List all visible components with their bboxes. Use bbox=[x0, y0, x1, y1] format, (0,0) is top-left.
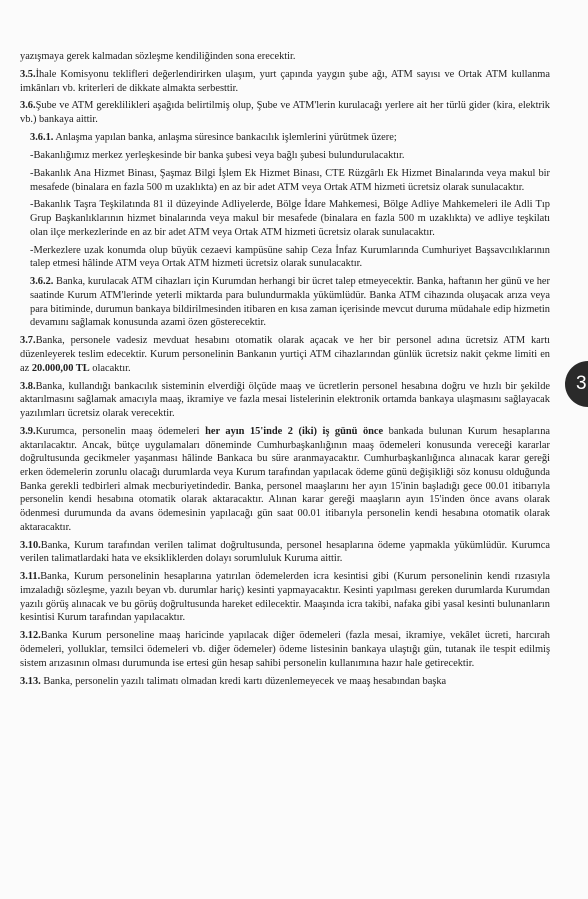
paragraph-text-tail: bankada bulunan Kurum hesaplarına aktarılacaktır. Ancak, bütçe uygulamaları döneminde Cumhurbaşkanlığının maaş ödemeleri konusunda vereceği kararlar doğrultusunda gecikmeler yaşanması hâlinde Bankaca bu süre aranmayacaktır. Cumhurbaşkanlığınca alınacak karar gereği erken ödemelerin zorunlu olacağı durumlarda veya Kurum tarafından yapılacak ödeme günü değişikliği söz konusu olduğunda Banka gerekli tedbirleri almak mecburiyetindedir. Banka, personel maaşlarını her ayın 15'inin başladığı gece 00.01 itibarıyla personelin kendi hesabına otomatik olarak aktaracaktır. Alınan karar gereği maaşların ayın 15'inden önce avans olarak ödenmesi durumunda da avans ödemesinin yapılacağı gün saat 00.01 itibarıyla personelin kendi hesabına otomatik olarak aktaracaktır. bbox=[20, 425, 551, 533]
document-body bbox=[20, 50, 550, 693]
paragraph-text: Banka, Kurum tarafından verilen talimat doğrultusunda, personel hesaplarına ödeme yapmakla yükümlüdür. Kurumca verilen talimatlardaki hata ve eksikliklerden dolayı sorumluluk Kuruma aittir. bbox=[20, 539, 550, 565]
paragraph-3-5 bbox=[20, 68, 550, 95]
paragraph-3-8 bbox=[20, 380, 550, 421]
paragraph-text: Banka, Kurum personelinin hesaplarına yatırılan ödemelerden icra kesintisi gibi (Kurum personelinin kendi rızasıyla imzaladığı sözleşme, yazılı beyan vb. durumlar hariç) kesinti yapmayacaktır. Kesinti yapılması gereken durumlarda Kurumdan yazılı görüş alınacak ve bu görüş doğrultusunda hareket edilecektir. Maaşında icra takibi, nafaka gibi yasal kesinti bulunanların kesintisi Kurum tarafından yapılacaktır. bbox=[20, 571, 550, 624]
paragraph-text: Banka, personelin yazılı talimatı olmadan kredi kartı düzenlemeyecek ve maaş hesabından başka bbox=[43, 675, 447, 687]
paragraph-text: Kurumca, personelin maaş ödemeleri bbox=[35, 425, 206, 437]
paragraph-3-13 bbox=[20, 675, 550, 689]
paragraph-number: 3.8. bbox=[20, 380, 36, 392]
paragraph-3-11 bbox=[20, 570, 550, 625]
bullet-cezaevi-atm bbox=[20, 244, 550, 271]
paragraph-bold-text: 20.000,00 TL bbox=[31, 362, 90, 374]
paragraph-3-6-1 bbox=[20, 131, 550, 145]
bullet-ana-hizmet-atm bbox=[20, 167, 550, 194]
paragraph-text: -Bakanlık Ana Hizmet Binası, Şaşmaz Bilgi İşlem Ek Hizmet Binası, CTE Rüzgârlı Ek Hizmet Binalarında veya makul bir mesafede (binalara en fazla 500 m uzaklıkta) en az bir adet ATM veya Ortak ATM hizmeti ücretsiz olarak sunulacaktır. bbox=[30, 167, 550, 193]
paragraph-text: Banka, personele vadesiz mevduat hesabını otomatik olarak açacak ve her bir personel adına ücretsiz ATM kartı düzenleyerek teslim edecektir. Kurum personelinin Bankanın yurtiçi ATM cihazlarından günlük ücretsiz nakit çekme limiti en az bbox=[20, 335, 550, 374]
paragraph-number: 3.12. bbox=[20, 630, 41, 642]
paragraph-text: Şube ve ATM gereklilikleri aşağıda belirtilmiş olup, Şube ve ATM'lerin kurulacağı yerlere ait her türlü gider (kira, elektrik vb.) bankaya aittir. bbox=[20, 100, 550, 126]
paragraph-3-10 bbox=[20, 539, 550, 566]
paragraph-text: -Merkezlere uzak konumda olup büyük cezaevi kampüsüne sahip Ceza İnfaz Kurumlarında Cumhuriyet Başsavcılıklarının talep etmesi hâlinde ATM veya Ortak ATM hizmeti ücretsiz olarak sunulacaktır. bbox=[30, 244, 550, 270]
paragraph-bold-text: her ayın 15'inde 2 (iki) iş günü önce bbox=[205, 425, 384, 437]
paragraph-number: 3.6. bbox=[20, 100, 36, 112]
paragraph-text: yazışmaya gerek kalmadan sözleşme kendiliğinden sona erecektir. bbox=[20, 51, 296, 62]
paragraph-text: Banka, kullandığı bankacılık sisteminin elverdiği ölçüde maaş ve ücretlerin personel hesabına doğru ve hızlı bir şekilde aktarılmasını sağlamak amacıyla maaş, ikramiye ve fazla mesai listelerinin elektronik ortamda bankaya ulaşmasını sağlayacak yazılımları ücretsiz olarak verecektir. bbox=[20, 380, 550, 420]
paragraph-text: -Bakanlığımız merkez yerleşkesinde bir banka şubesi veya bağlı şubesi bulundurulacaktır. bbox=[30, 149, 405, 161]
paragraph-3-12 bbox=[20, 629, 550, 670]
paragraph-3-6-2 bbox=[20, 275, 550, 330]
paragraph-text: Anlaşma yapılan banka, anlaşma süresince bankacılık işlemlerini yürütmek üzere; bbox=[55, 132, 397, 144]
paragraph-number: 3.10. bbox=[20, 539, 41, 551]
paragraph-3-9 bbox=[20, 425, 550, 535]
paragraph-3-6 bbox=[20, 99, 550, 126]
paragraph-number: 3.9. bbox=[20, 425, 36, 437]
paragraph-text: Banka Kurum personeline maaş haricinde yapılacak diğer ödemeleri (fazla mesai, ikramiye, vekâlet ücreti, harcırah ödemeleri, yolluklar, temsilci ödemeleri vb. diğer ödemeler) ödeme listesinin bankaya ulaştığı gün, tutanak ile tespit edilmiş sistem arızasının olması durumunda ise ertesi gün hesap sahibi personelin kullanımına hazır hale getirecektir. bbox=[20, 630, 550, 669]
page-number-badge[interactable]: 3 bbox=[565, 361, 588, 407]
paragraph-number: 3.6.1. bbox=[30, 132, 54, 144]
paragraph-text: İhale Komisyonu teklifleri değerlendirirken ulaşım, yurt çapında yaygın şube ağı, ATM sayısı ve Ortak ATM kullanma imkânları vb. kriterleri de dikkate almakta serbesttir. bbox=[20, 68, 550, 94]
paragraph-text: -Bakanlık Taşra Teşkilatında 81 il düzeyinde Adliyelerde, Bölge İdare Mahkemesi, Bölge Adliye Mahkemeleri ile Adli Tıp Grup Başkanlıklarının hizmet binalarında veya makul bir mesafede (binalara en fazla 500 m uzaklıkta) ve adliye teşkilatı olan ilçe merkezlerinde en az bir adet ATM veya Ortak ATM hizmeti ücretsiz olarak sunulacaktır. bbox=[30, 199, 550, 238]
bullet-tasra-atm bbox=[20, 198, 550, 239]
paragraph-number: 3.13. bbox=[20, 675, 41, 687]
paragraph-number: 3.7. bbox=[20, 335, 36, 347]
paragraph-number: 3.5. bbox=[20, 68, 36, 80]
bullet-merkez-sube bbox=[20, 149, 550, 163]
paragraph-text: Banka, kurulacak ATM cihazları için Kurumdan herhangi bir ücret talep etmeyecektir. Banka, haftanın her günü ve her saatinde Kurum ATM'lerinde yeterli miktarda para bulundurmakla yükümlüdür. Banka ATM cihazında oluşacak arıza veya para bitiminde, durumun bankaya bildirilmesinden itibaren en kısa zaman içerisinde mevcut duruma müdahale edip hizmetin devamını sağlamak konusunda azami özen gösterecektir. bbox=[30, 276, 550, 329]
paragraph-3-7 bbox=[20, 334, 550, 375]
paragraph-intro bbox=[20, 50, 550, 64]
paragraph-text-tail: olacaktır. bbox=[89, 362, 131, 374]
paragraph-number: 3.6.2. bbox=[30, 276, 54, 288]
paragraph-number: 3.11. bbox=[20, 571, 41, 583]
